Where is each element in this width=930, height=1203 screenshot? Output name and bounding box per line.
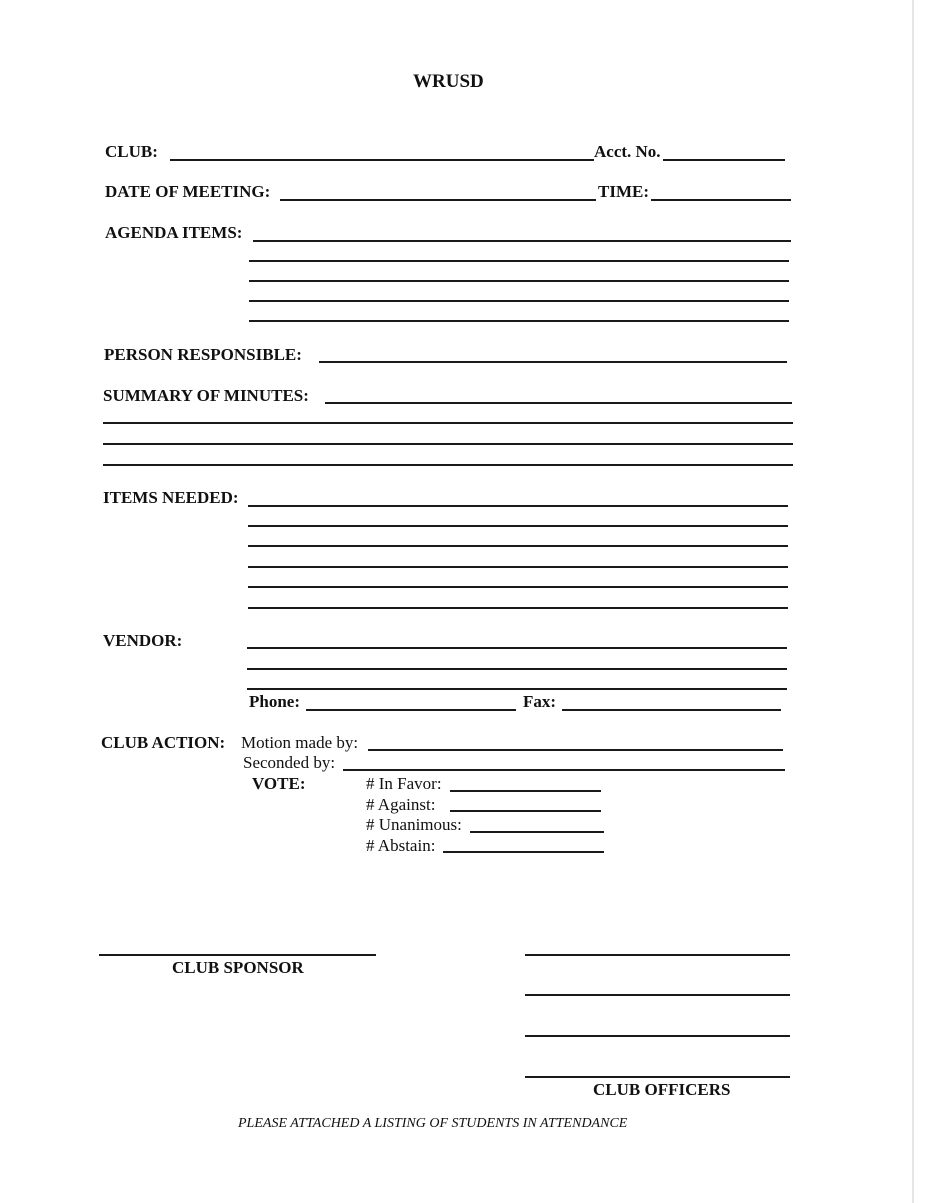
seconded-by-input-line[interactable] (343, 769, 785, 771)
vendor-line-2[interactable] (247, 668, 787, 670)
motion-made-by-input-line[interactable] (368, 749, 783, 751)
in-favor-input-line[interactable] (450, 790, 601, 792)
attendance-note: PLEASE ATTACHED A LISTING OF STUDENTS IN ATTENDANCE (238, 1116, 628, 1131)
phone-label: Phone: (249, 692, 300, 711)
person-responsible-input-line[interactable] (319, 361, 787, 363)
time-label: TIME: (598, 182, 649, 201)
phone-input-line[interactable] (306, 709, 516, 711)
agenda-items-line-3[interactable] (249, 280, 789, 282)
club-officer-signature-line-1[interactable] (525, 954, 790, 956)
club-label: CLUB: (105, 142, 158, 161)
seconded-by-label: Seconded by: (243, 753, 336, 772)
abstain-label: # Abstain: (366, 836, 436, 855)
fax-label: Fax: (523, 692, 557, 711)
in-favor-label: # In Favor: (366, 774, 442, 793)
abstain-input-line[interactable] (443, 851, 604, 853)
time-input-line[interactable] (651, 199, 791, 201)
club-officer-signature-line-2[interactable] (525, 994, 790, 996)
items-needed-line-4[interactable] (248, 566, 788, 568)
club-sponsor-signature-line[interactable] (99, 954, 376, 956)
page-title: WRUSD (413, 71, 484, 92)
agenda-items-line-1[interactable] (253, 240, 791, 242)
acct-no-label: Acct. No. (594, 142, 661, 161)
agenda-items-label: AGENDA ITEMS: (105, 223, 243, 242)
person-responsible-label: PERSON RESPONSIBLE: (104, 345, 302, 364)
vendor-line-3[interactable] (247, 688, 787, 690)
agenda-items-line-2[interactable] (249, 260, 789, 262)
against-input-line[interactable] (450, 810, 601, 812)
items-needed-line-3[interactable] (248, 545, 788, 547)
against-label: # Against: (366, 795, 436, 814)
unanimous-label: # Unanimous: (366, 815, 462, 834)
agenda-items-line-5[interactable] (249, 320, 789, 322)
items-needed-line-6[interactable] (248, 607, 788, 609)
unanimous-input-line[interactable] (470, 831, 604, 833)
summary-line-1[interactable] (325, 402, 792, 404)
summary-line-3[interactable] (103, 443, 793, 445)
date-of-meeting-input-line[interactable] (280, 199, 596, 201)
summary-line-4[interactable] (103, 464, 793, 466)
summary-of-minutes-label: SUMMARY OF MINUTES: (103, 386, 309, 405)
club-officer-signature-line-3[interactable] (525, 1035, 790, 1037)
items-needed-line-5[interactable] (248, 586, 788, 588)
motion-made-by-label: Motion made by: (241, 733, 359, 752)
agenda-items-line-4[interactable] (249, 300, 789, 302)
fax-input-line[interactable] (562, 709, 781, 711)
vendor-label: VENDOR: (103, 631, 183, 650)
club-sponsor-label: CLUB SPONSOR (172, 958, 304, 977)
vote-label: VOTE: (252, 774, 306, 793)
club-input-line[interactable] (170, 159, 594, 161)
date-of-meeting-label: DATE OF MEETING: (105, 182, 271, 201)
acct-no-input-line[interactable] (663, 159, 785, 161)
club-officers-label: CLUB OFFICERS (593, 1080, 731, 1099)
items-needed-line-2[interactable] (248, 525, 788, 527)
vendor-line-1[interactable] (247, 647, 787, 649)
club-action-label: CLUB ACTION: (101, 733, 226, 752)
items-needed-line-1[interactable] (248, 505, 788, 507)
page-edge (912, 0, 914, 1203)
club-officer-signature-line-4[interactable] (525, 1076, 790, 1078)
summary-line-2[interactable] (103, 422, 793, 424)
items-needed-label: ITEMS NEEDED: (103, 488, 239, 507)
